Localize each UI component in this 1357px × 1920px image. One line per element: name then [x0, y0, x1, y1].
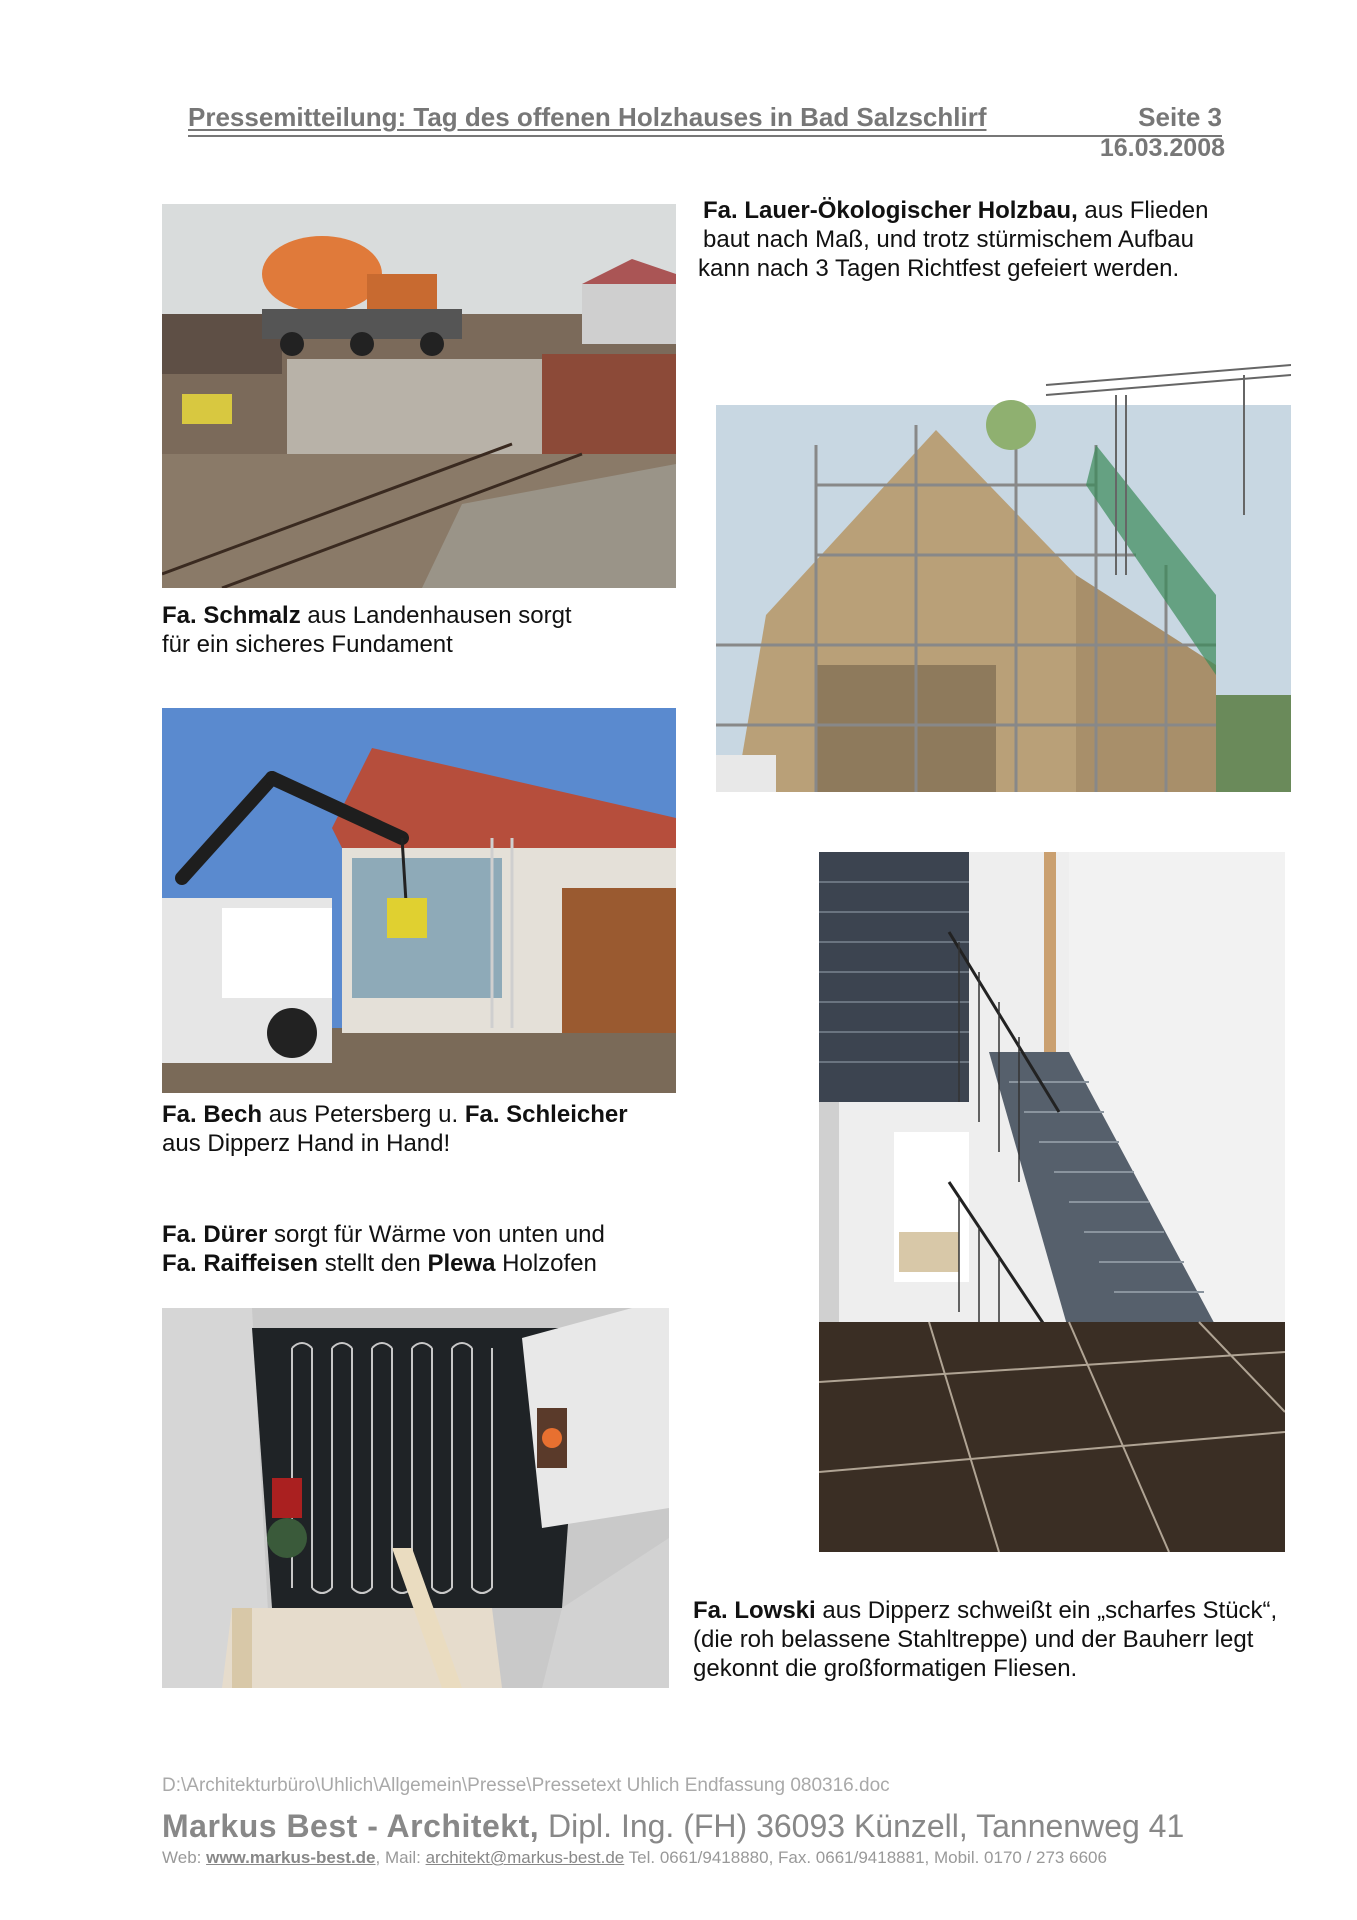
caption-bech [162, 1100, 628, 1158]
caption-text: aus Dipperz Hand in Hand! [162, 1130, 451, 1157]
caption-lauer [698, 196, 1268, 283]
caption-text: aus Landenhausen sorgt [300, 602, 572, 629]
architect-name: Markus Best - Architekt, [162, 1808, 540, 1844]
company-name: Fa. Bech [162, 1101, 263, 1128]
caption-text: für ein sicheres Fundament [162, 631, 453, 658]
caption-text: kann nach 3 Tagen Richtfest gefeiert werden. [698, 255, 1180, 282]
photo-window-crane [162, 708, 676, 1093]
photo-foundation [162, 204, 676, 588]
caption-text: stellt den [318, 1250, 428, 1277]
company-name: Fa. Lauer-Ökologischer Holzbau, [703, 197, 1078, 224]
brand-name: Plewa [427, 1250, 496, 1277]
document-header [188, 100, 1222, 137]
header-date: 16.03.2008 [1099, 134, 1225, 162]
footer-contact [162, 1848, 1107, 1868]
caption-text: aus Flieden [1077, 197, 1209, 224]
photo-underfloor-heating [162, 1308, 669, 1688]
company-name: Fa. Dürer [162, 1221, 268, 1248]
website-link[interactable]: www.markus-best.de [206, 1848, 376, 1867]
company-name: Fa. Lowski [693, 1597, 816, 1624]
caption-text: sorgt für Wärme von unten und [267, 1221, 605, 1248]
caption-text: baut nach Maß, und trotz stürmischem Aufbau [703, 226, 1194, 253]
phone-numbers: Tel. 0661/9418880, Fax. 0661/9418881, Mobil. 0170 / 273 6606 [624, 1848, 1107, 1867]
photo-steel-staircase [819, 852, 1285, 1552]
web-label: Web: [162, 1848, 207, 1867]
caption-text: aus Petersberg u. [262, 1101, 465, 1128]
caption-text: Holzofen [495, 1250, 597, 1277]
company-name: Fa. Raiffeisen [162, 1250, 319, 1277]
company-name: Fa. Schleicher [464, 1101, 628, 1128]
company-name: Fa. Schmalz [162, 602, 301, 629]
caption-schmalz [162, 601, 572, 659]
caption-text: gekonnt die großformatigen Fliesen. [693, 1655, 1078, 1682]
architect-details: Dipl. Ing. (FH) 36093 Künzell, Tannenweg 41 [539, 1808, 1185, 1844]
photo-house-frame [716, 345, 1291, 792]
caption-lowski [693, 1596, 1277, 1683]
caption-text: aus Dipperz schweißt ein „scharfes Stück“, [815, 1597, 1278, 1624]
footer-architect [162, 1808, 1184, 1845]
caption-text: (die roh belassene Stahltreppe) und der Bauherr legt [693, 1626, 1254, 1653]
caption-duerer [162, 1220, 605, 1278]
mail-label: , Mail: [375, 1848, 426, 1867]
header-title: Pressemitteilung: Tag des offenen Holzhauses in Bad Salzschlirf [188, 102, 987, 132]
footer-file-path: D:\Architekturbüro\Uhlich\Allgemein\Presse\Pressetext Uhlich Endfassung 080316.doc [162, 1775, 890, 1796]
email-link[interactable]: architekt@markus-best.de [425, 1848, 625, 1867]
page-number: Seite 3 [1138, 102, 1222, 132]
